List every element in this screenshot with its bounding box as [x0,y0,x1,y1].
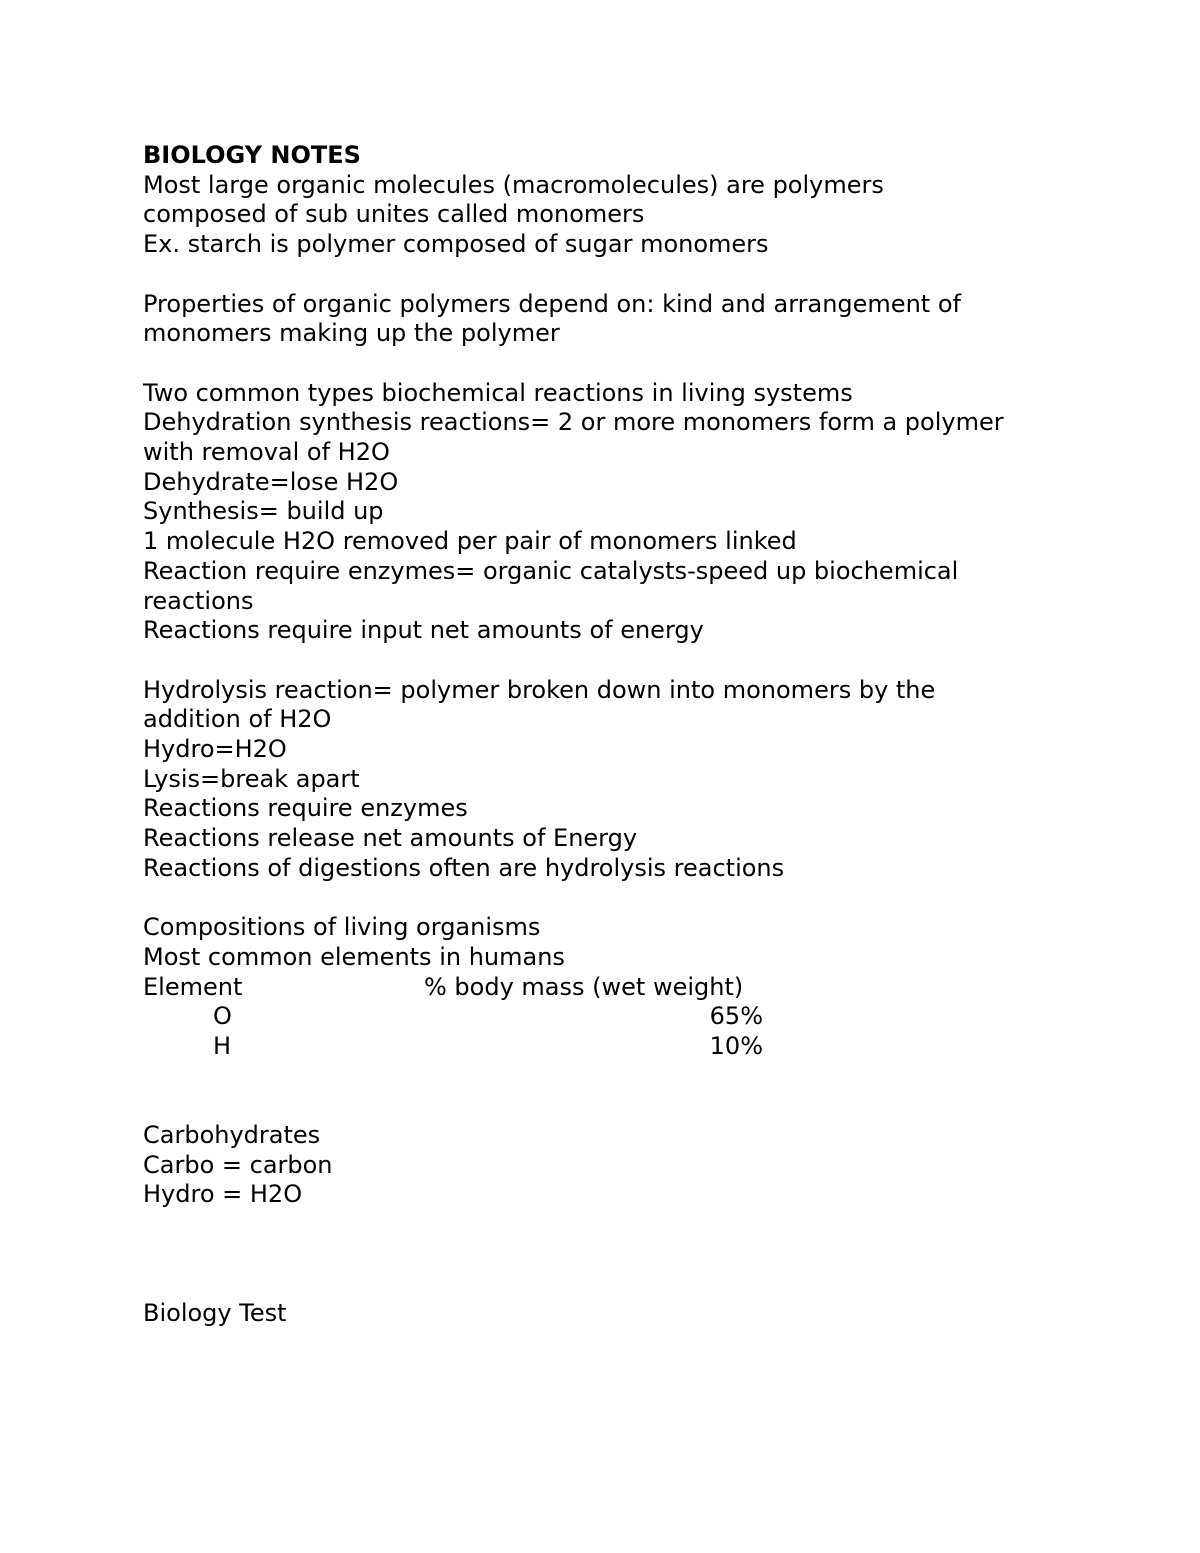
composition-heading: Compositions of living organisms [143,913,541,942]
hydrolysis-line-3: Hydro=H2O [143,735,287,764]
reactions-line-1: Two common types biochemical reactions in living systems [143,378,853,407]
reactions-line-6: 1 molecule H2O removed per pair of monomers linked [143,527,797,556]
element-mass-value: 65% [709,1002,763,1031]
reactions-line-8: reactions [143,586,254,615]
element-column-header: Element [143,972,243,1001]
reactions-line-9: Reactions require input net amounts of energy [143,616,704,645]
mass-column-header: % body mass (wet weight) [424,972,744,1001]
intro-line-2: composed of sub unites called monomers [143,200,645,229]
hydrolysis-line-2: addition of H2O [143,705,332,734]
properties-line-1: Properties of organic polymers depend on: kind and arrangement of [143,289,961,318]
hydrolysis-line-7: Reactions of digestions often are hydrolysis reactions [143,853,785,882]
hydrolysis-line-6: Reactions release net amounts of Energy [143,824,638,853]
element-table-header [143,973,1103,1003]
carbohydrates-heading: Carbohydrates [143,1121,321,1150]
reactions-line-7: Reaction require enzymes= organic catalysts-speed up biochemical [143,556,959,585]
element-symbol: H [213,1032,232,1060]
hydrolysis-line-4: Lysis=break apart [143,764,360,793]
paragraph-spacer [143,646,1103,676]
section-spacer [143,1210,1103,1299]
document-body [143,141,1103,1329]
intro-line-1: Most large organic molecules (macromolecules) are polymers [143,170,884,199]
element-table-row [143,1032,1103,1062]
intro-line-3: Ex. starch is polymer composed of sugar monomers [143,230,769,259]
element-mass-value: 10% [709,1032,763,1060]
reactions-line-5: Synthesis= build up [143,497,384,526]
element-table-row [143,1002,1103,1032]
biology-test-heading: Biology Test [143,1299,287,1328]
carbohydrates-line-2: Hydro = H2O [143,1180,303,1209]
hydrolysis-line-5: Reactions require enzymes [143,794,468,823]
paragraph-spacer [143,349,1103,379]
paragraph-spacer [143,260,1103,290]
hydrolysis-line-1: Hydrolysis reaction= polymer broken down into monomers by the [143,675,936,704]
reactions-line-3: with removal of H2O [143,438,390,466]
reactions-line-4: Dehydrate=lose H2O [143,467,399,496]
reactions-line-2: Dehydration synthesis reactions= 2 or more monomers form a polymer [143,408,1004,437]
element-symbol: O [213,1002,232,1031]
paragraph-spacer [143,884,1103,914]
carbohydrates-line-1: Carbo = carbon [143,1150,333,1179]
section-spacer [143,1062,1103,1121]
composition-subheading: Most common elements in humans [143,942,565,971]
document-title: BIOLOGY NOTES [143,141,361,169]
properties-line-2: monomers making up the polymer [143,319,560,348]
